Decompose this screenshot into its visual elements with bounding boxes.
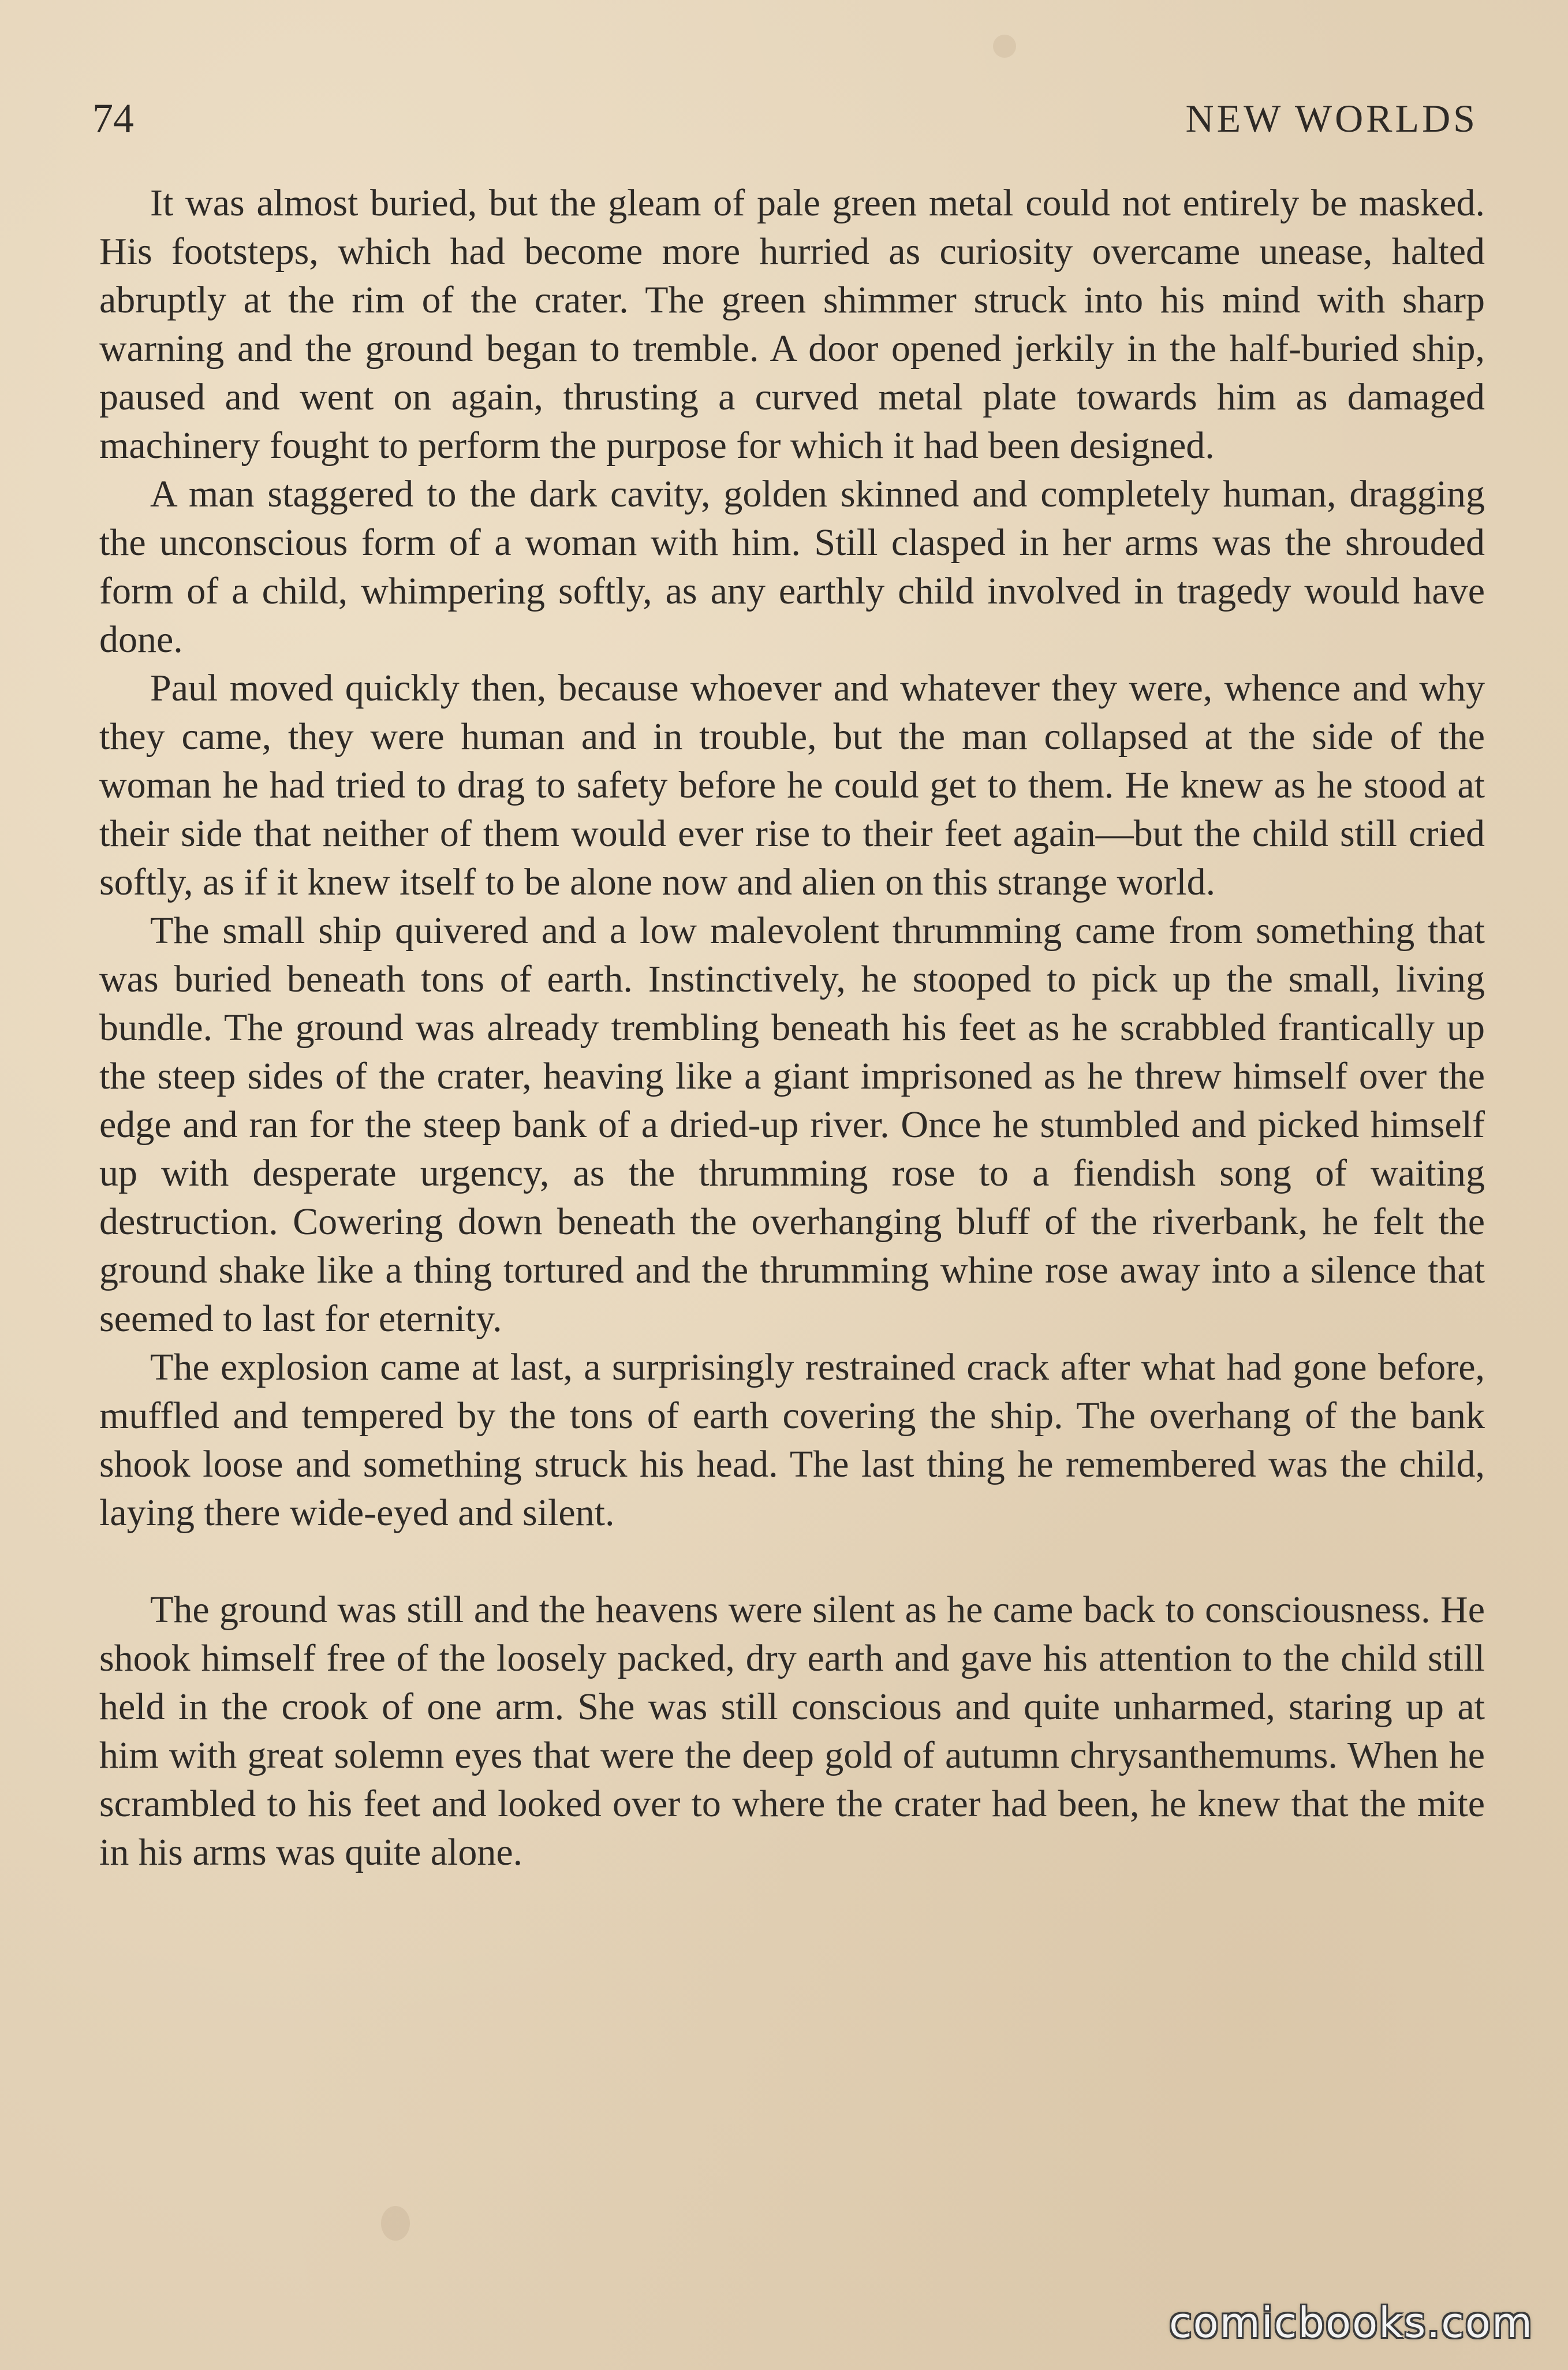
paragraph: The explosion came at last, a surprisingly restrained crack after what had gone before, muffled and tempered by the tons of earth covering the ship. The overhang of the bank shook loose and something struck his head. The last thing he remembered was the child, laying there wide-eyed and silent.: [99, 1346, 1485, 1534]
section-break: [99, 1537, 1485, 1586]
paragraph: It was almost buried, but the gleam of pale green metal could not entirely be masked. His footsteps, which had become more hurried as curiosity overcame unease, halted abruptly at the rim of the crater. The green shimmer struck into his mind with sharp warning and the ground began to tremble. A door opened jerkily in the half-buried ship, paused and went on again, thrusting a curved metal plate towards him as damaged machinery fought to perform the purpose for which it had been designed.: [99, 182, 1485, 467]
body-text: [99, 179, 1485, 1877]
running-head: [92, 87, 1478, 150]
journal-title: NEW WORLDS: [1185, 96, 1478, 140]
paper-stain: [381, 2206, 410, 2241]
paragraph: The small ship quivered and a low malevolent thrumming came from something that was buried beneath tons of earth. Instinctively, he stooped to pick up the small, living bundle. The ground was already trembling beneath his feet as he scrabbled frantically up the steep sides of the crater, heaving like a giant imprisoned as he threw himself over the edge and ran for the steep bank of a dried-up river. Once he stumbled and picked himself up with desperate urgency, as the thrumming rose to a fiendish song of waiting destruction. Cowering down beneath the overhanging bluff of the riverbank, he felt the ground shake like a thing tortured and the thrumming whine rose away into a silence that seemed to last for eternity.: [99, 910, 1485, 1340]
paper-stain: [993, 35, 1016, 58]
page-number: 74: [92, 95, 134, 141]
paragraph: A man staggered to the dark cavity, golden skinned and completely human, dragging the unconscious form of a woman with him. Still clasped in her arms was the shrouded form of a child, whimpering softly, as any earthly child involved in tragedy would have done.: [99, 473, 1485, 661]
watermark-logo: comicbooks.com: [1168, 2298, 1533, 2347]
paragraph: The ground was still and the heavens were silent as he came back to consciousness. He shook himself free of the loosely packed, dry earth and gave his attention to the child still held in the crook of one arm. She was still conscious and quite unharmed, staring up at him with great solemn eyes that were the deep gold of autumn chrysanthemums. When he scrambled to his feet and looked over to where the crater had been, he knew that the mite in his arms was quite alone.: [99, 1589, 1485, 1873]
paragraph: Paul moved quickly then, because whoever and whatever they were, whence and why they came, they were human and in trouble, but the man collapsed at the side of the woman he had tried to drag to safety before he could get to them. He knew as he stood at their side that neither of them would ever rise to their feet again—but the child still cried softly, as if it knew itself to be alone now and alien on this strange world.: [99, 667, 1485, 903]
